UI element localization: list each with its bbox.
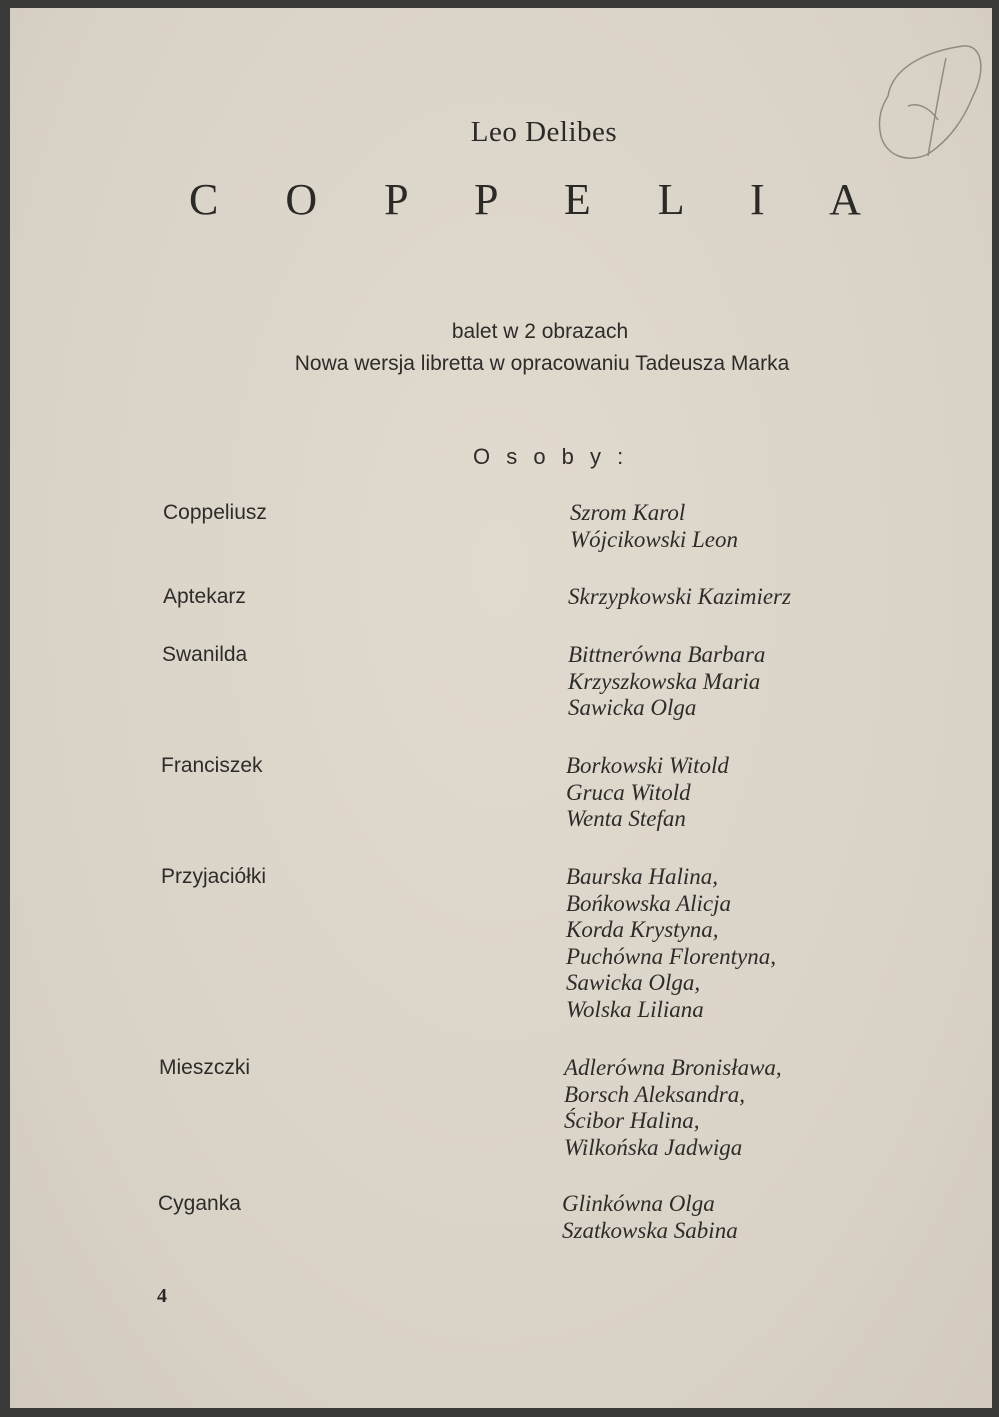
performer-name: Ścibor Halina,: [564, 1108, 700, 1133]
work-title: C O P P E L I A: [189, 175, 889, 224]
performer-name: Adlerówna Bronisława,: [564, 1055, 782, 1080]
performer-name: Wilkońska Jadwiga: [564, 1134, 743, 1160]
role-aptekarz: Aptekarz: [163, 585, 246, 608]
performer-name: Borkowski Witold: [566, 753, 729, 778]
performer-name: Korda Krystyna,: [566, 917, 719, 942]
performer-name: Gruca Witold: [566, 779, 691, 805]
performer-name: Baurska Halina,: [566, 864, 719, 889]
performer-name: Bittnerówna Barbara: [568, 642, 766, 667]
work-subtitle: balet w 2 obrazach: [451, 320, 629, 343]
performers-mieszczki: [564, 1055, 984, 1161]
performer-name: Skrzypkowski Kazimierz: [568, 584, 791, 609]
composer-name: Leo Delibes: [470, 116, 618, 148]
performer-name: Glinkówna Olga: [562, 1191, 715, 1216]
role-cyganka: Cyganka: [158, 1192, 241, 1215]
performer-name: Wolska Liliana: [566, 996, 704, 1022]
libretto-note: Nowa wersja libretta w opracowaniu Tadeusza Marka: [294, 352, 790, 375]
role-franciszek: Franciszek: [161, 754, 263, 777]
performer-name: Sawicka Olga: [568, 695, 697, 720]
role-coppeliusz: Coppeliusz: [163, 501, 267, 524]
performer-name: Borsch Aleksandra,: [564, 1081, 746, 1107]
performers-swanilda: [568, 642, 988, 722]
performers-franciszek: [566, 753, 986, 833]
role-przyjaciolki: Przyjaciółki: [161, 865, 267, 888]
performer-name: Wenta Stefan: [566, 806, 686, 831]
performer-name: Puchówna Florentyna,: [566, 943, 776, 969]
role-mieszczki: Mieszczki: [159, 1056, 251, 1079]
document-page: [10, 8, 992, 1408]
performer-name: Sawicka Olga,: [566, 970, 701, 995]
performers-przyjaciolki: [566, 864, 986, 1023]
page-number: 4: [157, 1285, 167, 1307]
performers-coppeliusz: [570, 500, 990, 553]
role-swanilda: Swanilda: [162, 643, 248, 666]
performer-name: Krzyszkowska Maria: [568, 668, 761, 694]
performer-name: Wójcikowski Leon: [570, 526, 738, 552]
cast-heading: O s o b y :: [473, 444, 629, 469]
performer-name: Szrom Karol: [570, 500, 686, 525]
performers-aptekarz: [568, 584, 988, 611]
performer-name: Bońkowska Alicja: [566, 890, 732, 916]
performers-cyganka: [562, 1191, 982, 1244]
performer-name: Szatkowska Sabina: [562, 1217, 738, 1243]
